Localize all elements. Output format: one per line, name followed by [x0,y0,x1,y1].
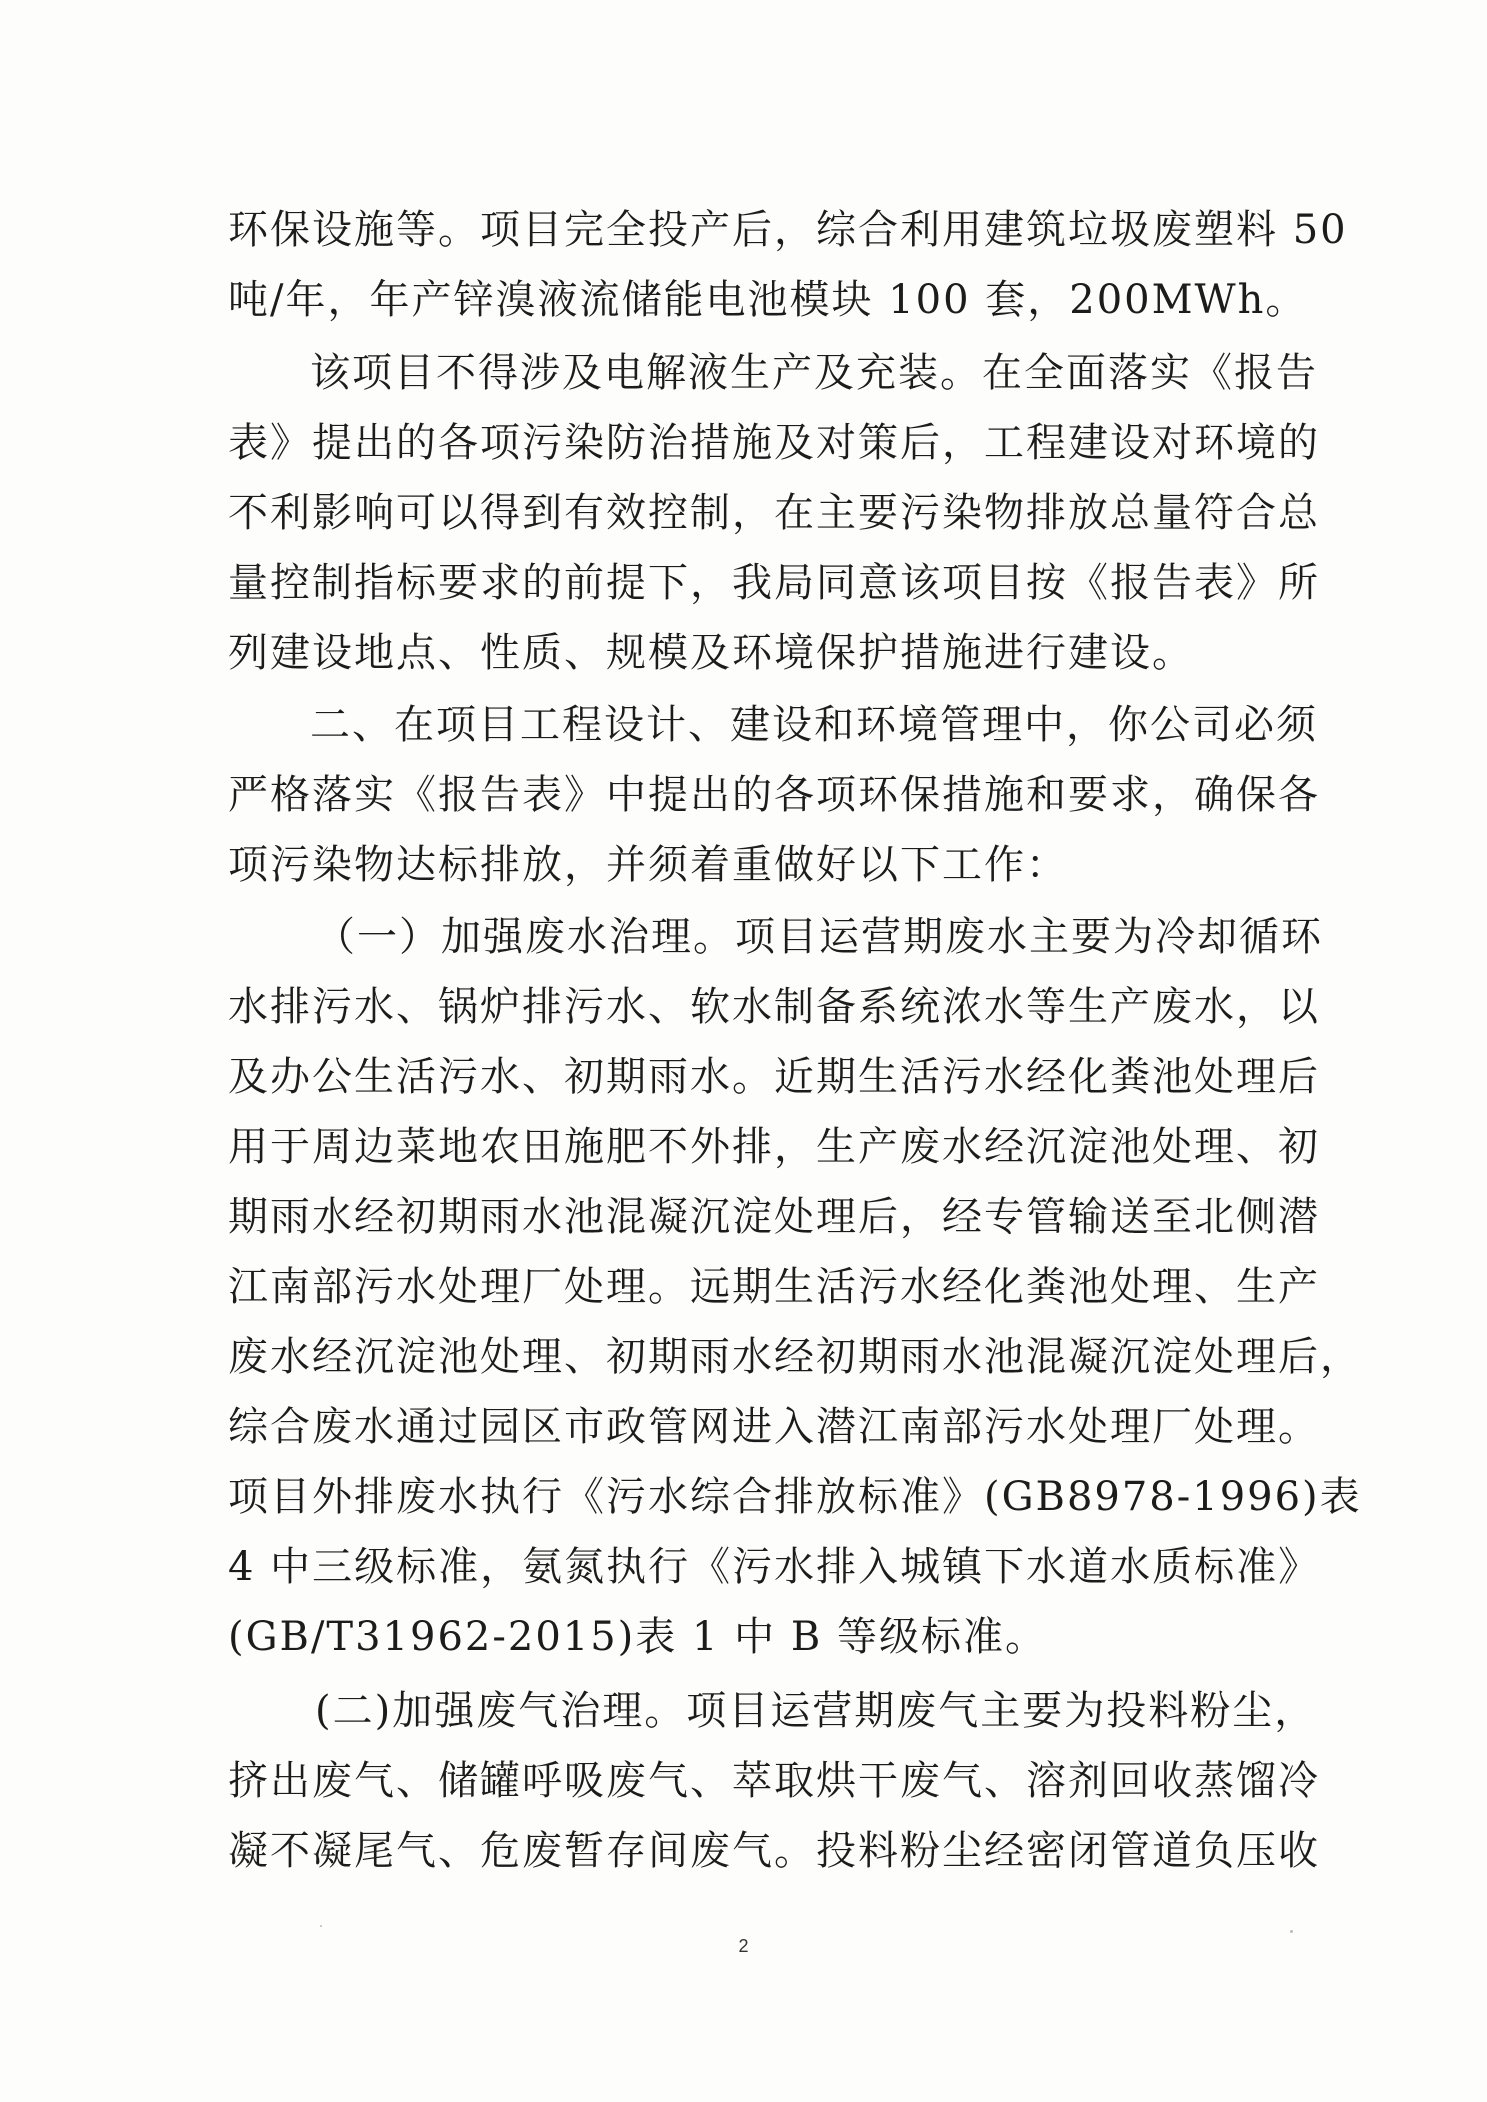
text-line: 列建设地点、性质、规模及环境保护措施进行建设。 [228,630,1194,676]
text-line: (GB/T31962-2015)表 1 中 B 等级标准。 [228,1614,1047,1660]
scan-speck [1290,1930,1293,1933]
page-number: 2 [738,1936,749,1956]
text-line: 及办公生活污水、初期雨水。近期生活污水经化粪池处理后 [228,1054,1320,1100]
text-line: 4 中三级标准，氨氮执行《污水排入城镇下水道水质标准》 [228,1544,1321,1590]
text-line: 水排污水、锅炉排污水、软水制备系统浓水等生产废水，以 [228,984,1320,1030]
paragraph-first-line: （一）加强废水治理。项目运营期废水主要为冷却循环 [315,914,1323,960]
text-line: 量控制指标要求的前提下，我局同意该项目按《报告表》所 [228,560,1320,606]
text-line: 综合废水通过园区市政管网进入潜江南部污水处理厂处理。 [228,1404,1320,1450]
text-line: 用于周边菜地农田施肥不外排，生产废水经沉淀池处理、初 [228,1124,1320,1170]
text-line: 表》提出的各项污染防治措施及对策后，工程建设对环境的 [228,420,1320,466]
text-line: 项目外排废水执行《污水综合排放标准》(GB8978-1996)表 [228,1474,1362,1520]
paragraph-first-line: 二、在项目工程设计、建设和环境管理中，你公司必须 [310,702,1318,748]
text-line: 挤出废气、储罐呼吸废气、萃取烘干废气、溶剂回收蒸馏冷 [228,1758,1320,1804]
text-line: 严格落实《报告表》中提出的各项环保措施和要求，确保各 [228,772,1320,818]
text-line: 不利影响可以得到有效控制，在主要污染物排放总量符合总 [228,490,1320,536]
text-line: 凝不凝尾气、危废暂存间废气。投料粉尘经密闭管道负压收 [228,1828,1320,1874]
text-line: 环保设施等。项目完全投产后，综合利用建筑垃圾废塑料 50 [228,207,1348,253]
scan-speck [320,1925,322,1927]
text-line: 期雨水经初期雨水池混凝沉淀处理后，经专管输送至北侧潜 [228,1194,1320,1240]
text-line: 吨/年，年产锌溴液流储能电池模块 100 套，200MWh。 [228,277,1308,323]
text-line: 江南部污水处理厂处理。远期生活污水经化粪池处理、生产 [228,1264,1320,1310]
text-line: 废水经沉淀池处理、初期雨水经初期雨水池混凝沉淀处理后， [228,1334,1362,1380]
paragraph-first-line: 该项目不得涉及电解液生产及充装。在全面落实《报告 [310,350,1318,396]
paragraph-first-line: (二)加强废气治理。项目运营期废气主要为投料粉尘， [315,1688,1317,1734]
text-line: 项污染物达标排放，并须着重做好以下工作： [228,842,1068,888]
